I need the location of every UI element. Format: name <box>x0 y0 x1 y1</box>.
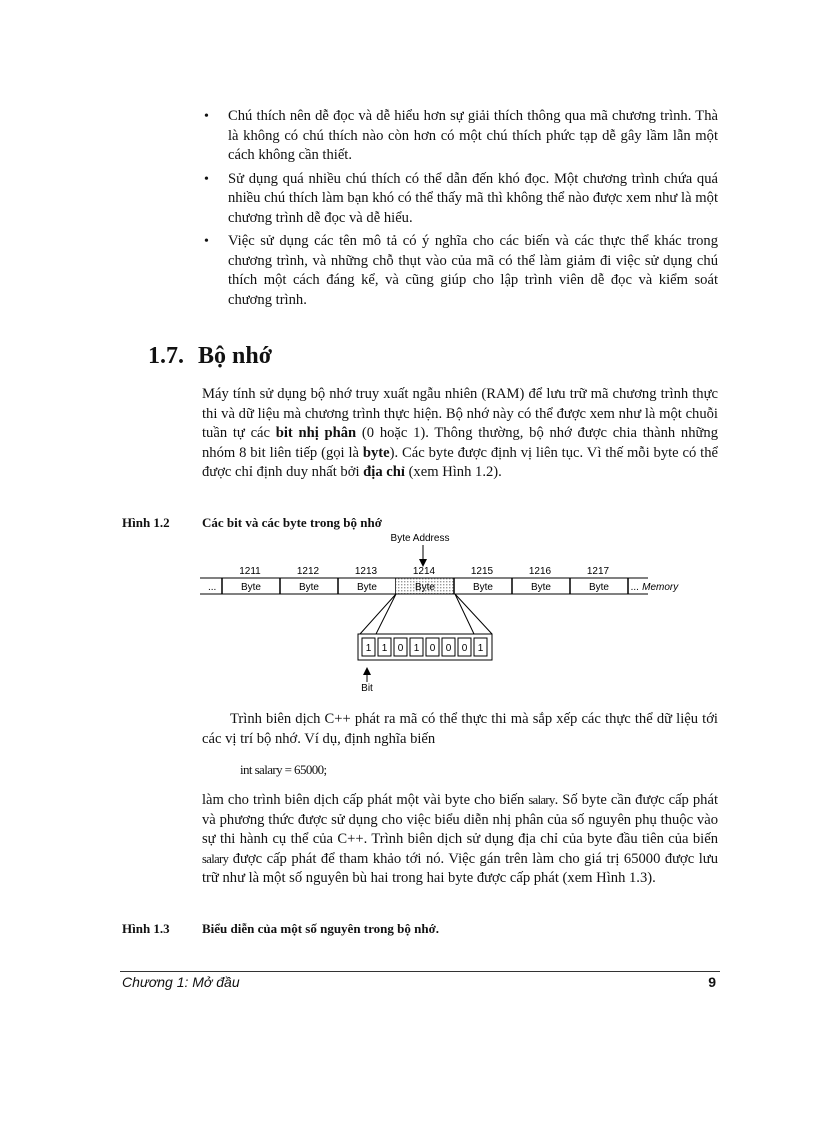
bit-arrowhead <box>363 667 371 675</box>
byte-cell-label: Byte <box>530 582 552 593</box>
text-run: ). Các byte được định vị liên tục. Vì thế mỗi byte có thể được chỉ định duy nhất bởi <box>202 444 719 480</box>
byte-cell-label: Byte <box>298 582 320 593</box>
byte-cell-label: Byte <box>240 582 262 593</box>
section-title: Bộ nhớ <box>198 343 272 369</box>
figure-caption <box>122 921 439 937</box>
bullet-item: • Sử dụng quá nhiều chú thích có thể dẫn đến khó đọc. Một chương trình chứa quá nhiều chú thích làm bạn khó có thể thấy mã thì không thể nào được xem như là một chương trình dễ đọc và dễ hiểu. <box>202 170 718 229</box>
expand-line-left-outer <box>360 594 396 634</box>
bullet-item: • Việc sử dụng các tên mô tả có ý nghĩa cho các biến và các thực thể khác trong chương trình, và những chỗ thụt vào của mã có thể làm giảm đi việc sử dụng chú thích một cách đáng kể, và cũng giúp cho lập trình viên dễ đọc và kiểm soát chương trình. <box>202 232 718 310</box>
address-1216: 1216 <box>528 566 552 577</box>
address-labels <box>239 566 609 577</box>
bit-value: 1 <box>381 643 388 654</box>
text-run: Máy tính sử dụng bộ nhớ truy xuất ngẫu nhiên (RAM) để lưu trữ mã chương trình thực thi và dữ liệu mà chương trình thực hiện. Bộ nhớ này có thể được xem như là một chuỗi tuần tự các <box>202 386 718 441</box>
expand-line-right-inner <box>455 594 474 634</box>
bold-term: địa chỉ <box>363 464 405 480</box>
section-heading <box>148 343 272 370</box>
figure-label: Hình 1.2 <box>122 515 170 530</box>
byte-address-label: Byte Address <box>390 533 450 544</box>
memory-label: ... Memory <box>631 582 679 593</box>
byte-cell-label: Byte <box>472 582 494 593</box>
bit-label: Bit <box>361 683 373 694</box>
address-1211: 1211 <box>239 566 261 577</box>
inline-code: salary <box>528 793 555 807</box>
address-1217: 1217 <box>586 566 610 577</box>
section-number: 1.7. <box>148 343 184 369</box>
figure-title: Các bit và các byte trong bộ nhớ <box>202 515 382 530</box>
footer-chapter: Chương 1: Mở đầu <box>122 974 240 990</box>
bullet-item: • Chú thích nên dễ đọc và dễ hiểu hơn sự giải thích thông qua mã chương trình. Thà là không có chú thích nào còn hơn có một chú thích phức tạp dễ gây lầm lẫn một cách không cần thiết. <box>202 107 718 166</box>
bit-value: 1 <box>477 643 484 654</box>
figure-label: Hình 1.3 <box>122 921 170 936</box>
bit-value: 1 <box>365 643 372 654</box>
text-run: làm cho trình biên dịch cấp phát một vài byte cho biến <box>202 792 529 808</box>
byte-row <box>222 578 628 594</box>
text-run: (0 hoặc 1). Thông thường, bộ nhớ được chia thành những nhóm 8 bit liên tiếp (gọi là <box>202 425 718 461</box>
paragraph-compiler: Trình biên dịch C++ phát ra mã có thể thực thi mà sắp xếp các thực thể dữ liệu tới các vị trí bộ nhớ. Ví dụ, định nghĩa biến <box>202 711 718 747</box>
inline-code: salary <box>202 851 229 866</box>
address-1213: 1213 <box>354 566 378 577</box>
bullet-list <box>202 107 718 314</box>
memory-ellipsis: ... <box>208 582 217 593</box>
address-1215: 1215 <box>470 566 494 577</box>
bit-value: 0 <box>397 643 404 654</box>
byte-cell-label: Byte <box>588 582 610 593</box>
memory-diagram <box>200 530 720 695</box>
byte-cell-label: Byte <box>356 582 378 593</box>
address-1214: 1214 <box>412 566 436 577</box>
expand-line-right-outer <box>455 594 492 634</box>
footer-rule <box>120 971 720 972</box>
bold-term: bit nhị phân <box>275 425 357 441</box>
figure-caption <box>122 515 382 531</box>
paragraph-allocation <box>202 791 718 889</box>
byte-cell-label: Byte <box>414 582 436 593</box>
bit-row <box>362 638 487 656</box>
figure-title: Biểu diễn của một số nguyên trong bộ nhớ. <box>202 921 440 936</box>
address-1212: 1212 <box>296 566 320 577</box>
text-run: được cấp phát để tham khảo tới nó. Việc gán trên làm cho giá trị 65000 được lưu trữ như là một số nguyên bù hai trong hai byte được cấp phát (xem Hình 1.3). <box>202 850 718 886</box>
bit-value: 1 <box>413 643 420 654</box>
bit-value: 0 <box>461 643 468 654</box>
text-run: . Số byte cần được cấp phát và phương thức được sử dụng cho việc biểu diễn nhị phân của số nguyên phụ thuộc vào sự thi hành cụ thể của C++. Trình biên dịch sử dụng địa chỉ của byte đầu tiên của biến <box>202 792 718 847</box>
bold-term: byte <box>362 444 390 461</box>
bit-value: 0 <box>429 643 436 654</box>
paragraph-memory-intro <box>202 385 718 483</box>
code-example: int salary = 65000; <box>240 762 327 777</box>
bit-value: 0 <box>445 643 452 654</box>
text-run: (xem Hình 1.2). <box>404 464 502 480</box>
page-number: 9 <box>708 974 716 990</box>
expand-line-left-inner <box>376 594 396 634</box>
